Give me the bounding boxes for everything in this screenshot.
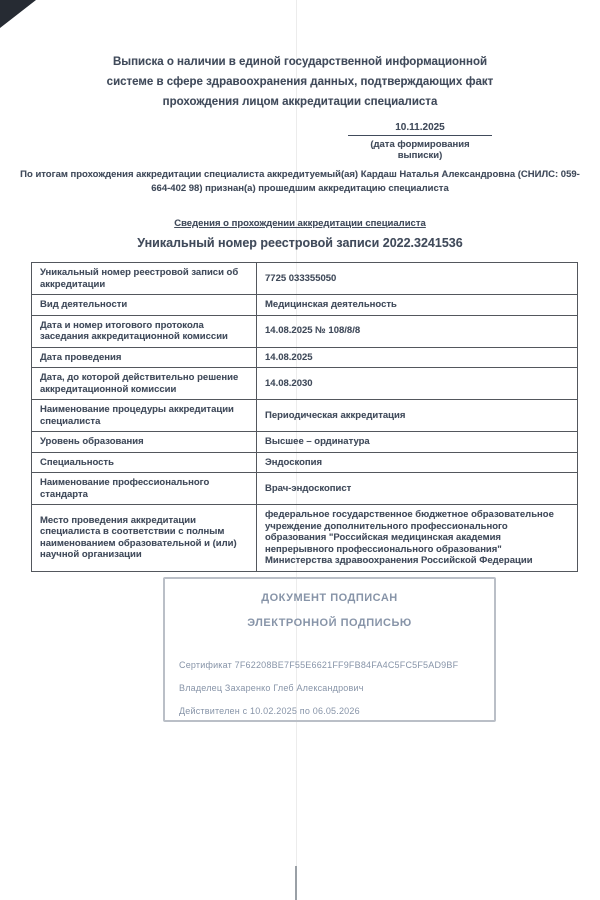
table-row — [32, 368, 578, 400]
signature-certificate-line: Сертификат 7F62208BE7F55E6621FF9FB84FA4C5FC5F5AD9BF — [179, 660, 459, 670]
issue-date-value: 10.11.2025 — [348, 122, 492, 136]
electronic-signature-stamp — [163, 577, 496, 722]
signature-heading-line: ДОКУМЕНТ ПОДПИСАН — [261, 592, 398, 604]
row-value: 14.08.2025 — [257, 347, 578, 368]
row-label: Место проведения аккредитации специалиста в соответствии с полным наименованием образовательной и (или) научной организации — [32, 505, 257, 572]
row-value: Эндоскопия — [257, 452, 578, 473]
row-label: Дата, до которой действительно решение аккредитационной комиссии — [32, 368, 257, 400]
row-value: Медицинская деятельность — [257, 295, 578, 316]
section-heading: Сведения о прохождении аккредитации специалиста — [174, 218, 426, 229]
table-row — [32, 505, 578, 572]
table-row — [32, 452, 578, 473]
table-row — [32, 263, 578, 295]
registry-record-heading: Уникальный номер реестровой записи 2022.3241536 — [137, 236, 463, 250]
row-label: Дата и номер итогового протокола заседания аккредитационной комиссии — [32, 315, 257, 347]
document-title — [0, 52, 600, 112]
table-row — [32, 347, 578, 368]
statement-line: 664-402 98) признан(а) прошедшим аккредитацию специалиста — [151, 183, 449, 194]
table-row — [32, 473, 578, 505]
statement-line: По итогам прохождения аккредитации специалиста аккредитуемый(ая) Кардаш Наталья Александровна (СНИЛС: 059- — [20, 169, 580, 180]
issue-date-block — [348, 122, 492, 161]
row-label: Специальность — [32, 452, 257, 473]
document-title-line: системе в сфере здравоохранения данных, подтверждающих факт — [106, 76, 494, 88]
accreditation-table-body — [32, 263, 578, 572]
page-fold-line-bottom — [295, 866, 297, 900]
table-row — [32, 315, 578, 347]
table-row — [32, 295, 578, 316]
row-label: Наименование профессионального стандарта — [32, 473, 257, 505]
row-value: 7725 033355050 — [257, 263, 578, 295]
issue-date-caption: (дата формирования выписки) — [370, 139, 470, 161]
signature-validity-line: Действителен с 10.02.2025 по 06.05.2026 — [179, 706, 360, 716]
table-row — [32, 400, 578, 432]
row-value: Врач-эндоскопист — [257, 473, 578, 505]
signature-heading-line: ЭЛЕКТРОННОЙ ПОДПИСЬЮ — [247, 617, 412, 629]
row-label: Наименование процедуры аккредитации специалиста — [32, 400, 257, 432]
row-label: Уникальный номер реестровой записи об аккредитации — [32, 263, 257, 295]
row-value: Периодическая аккредитация — [257, 400, 578, 432]
row-label: Вид деятельности — [32, 295, 257, 316]
table-row — [32, 432, 578, 453]
row-value: 14.08.2030 — [257, 368, 578, 400]
document-title-line: прохождения лицом аккредитации специалиста — [162, 96, 438, 108]
row-value: 14.08.2025 № 108/8/8 — [257, 315, 578, 347]
scanned-corner-fold — [0, 0, 36, 28]
accreditation-statement — [20, 168, 580, 196]
accreditation-table — [31, 262, 578, 572]
document-title-line: Выписка о наличии в единой государственной информационной — [112, 56, 488, 68]
row-value: Высшее – ординатура — [257, 432, 578, 453]
row-label: Дата проведения — [32, 347, 257, 368]
row-label: Уровень образования — [32, 432, 257, 453]
signature-owner-line: Владелец Захаренко Глеб Александрович — [179, 683, 364, 693]
row-value: федеральное государственное бюджетное образовательное учреждение дополнительного профессионального образования "Российская медицинская академия непрерывного профессионального образования" Министерства здравоохранения Российской Федерации — [257, 505, 578, 572]
